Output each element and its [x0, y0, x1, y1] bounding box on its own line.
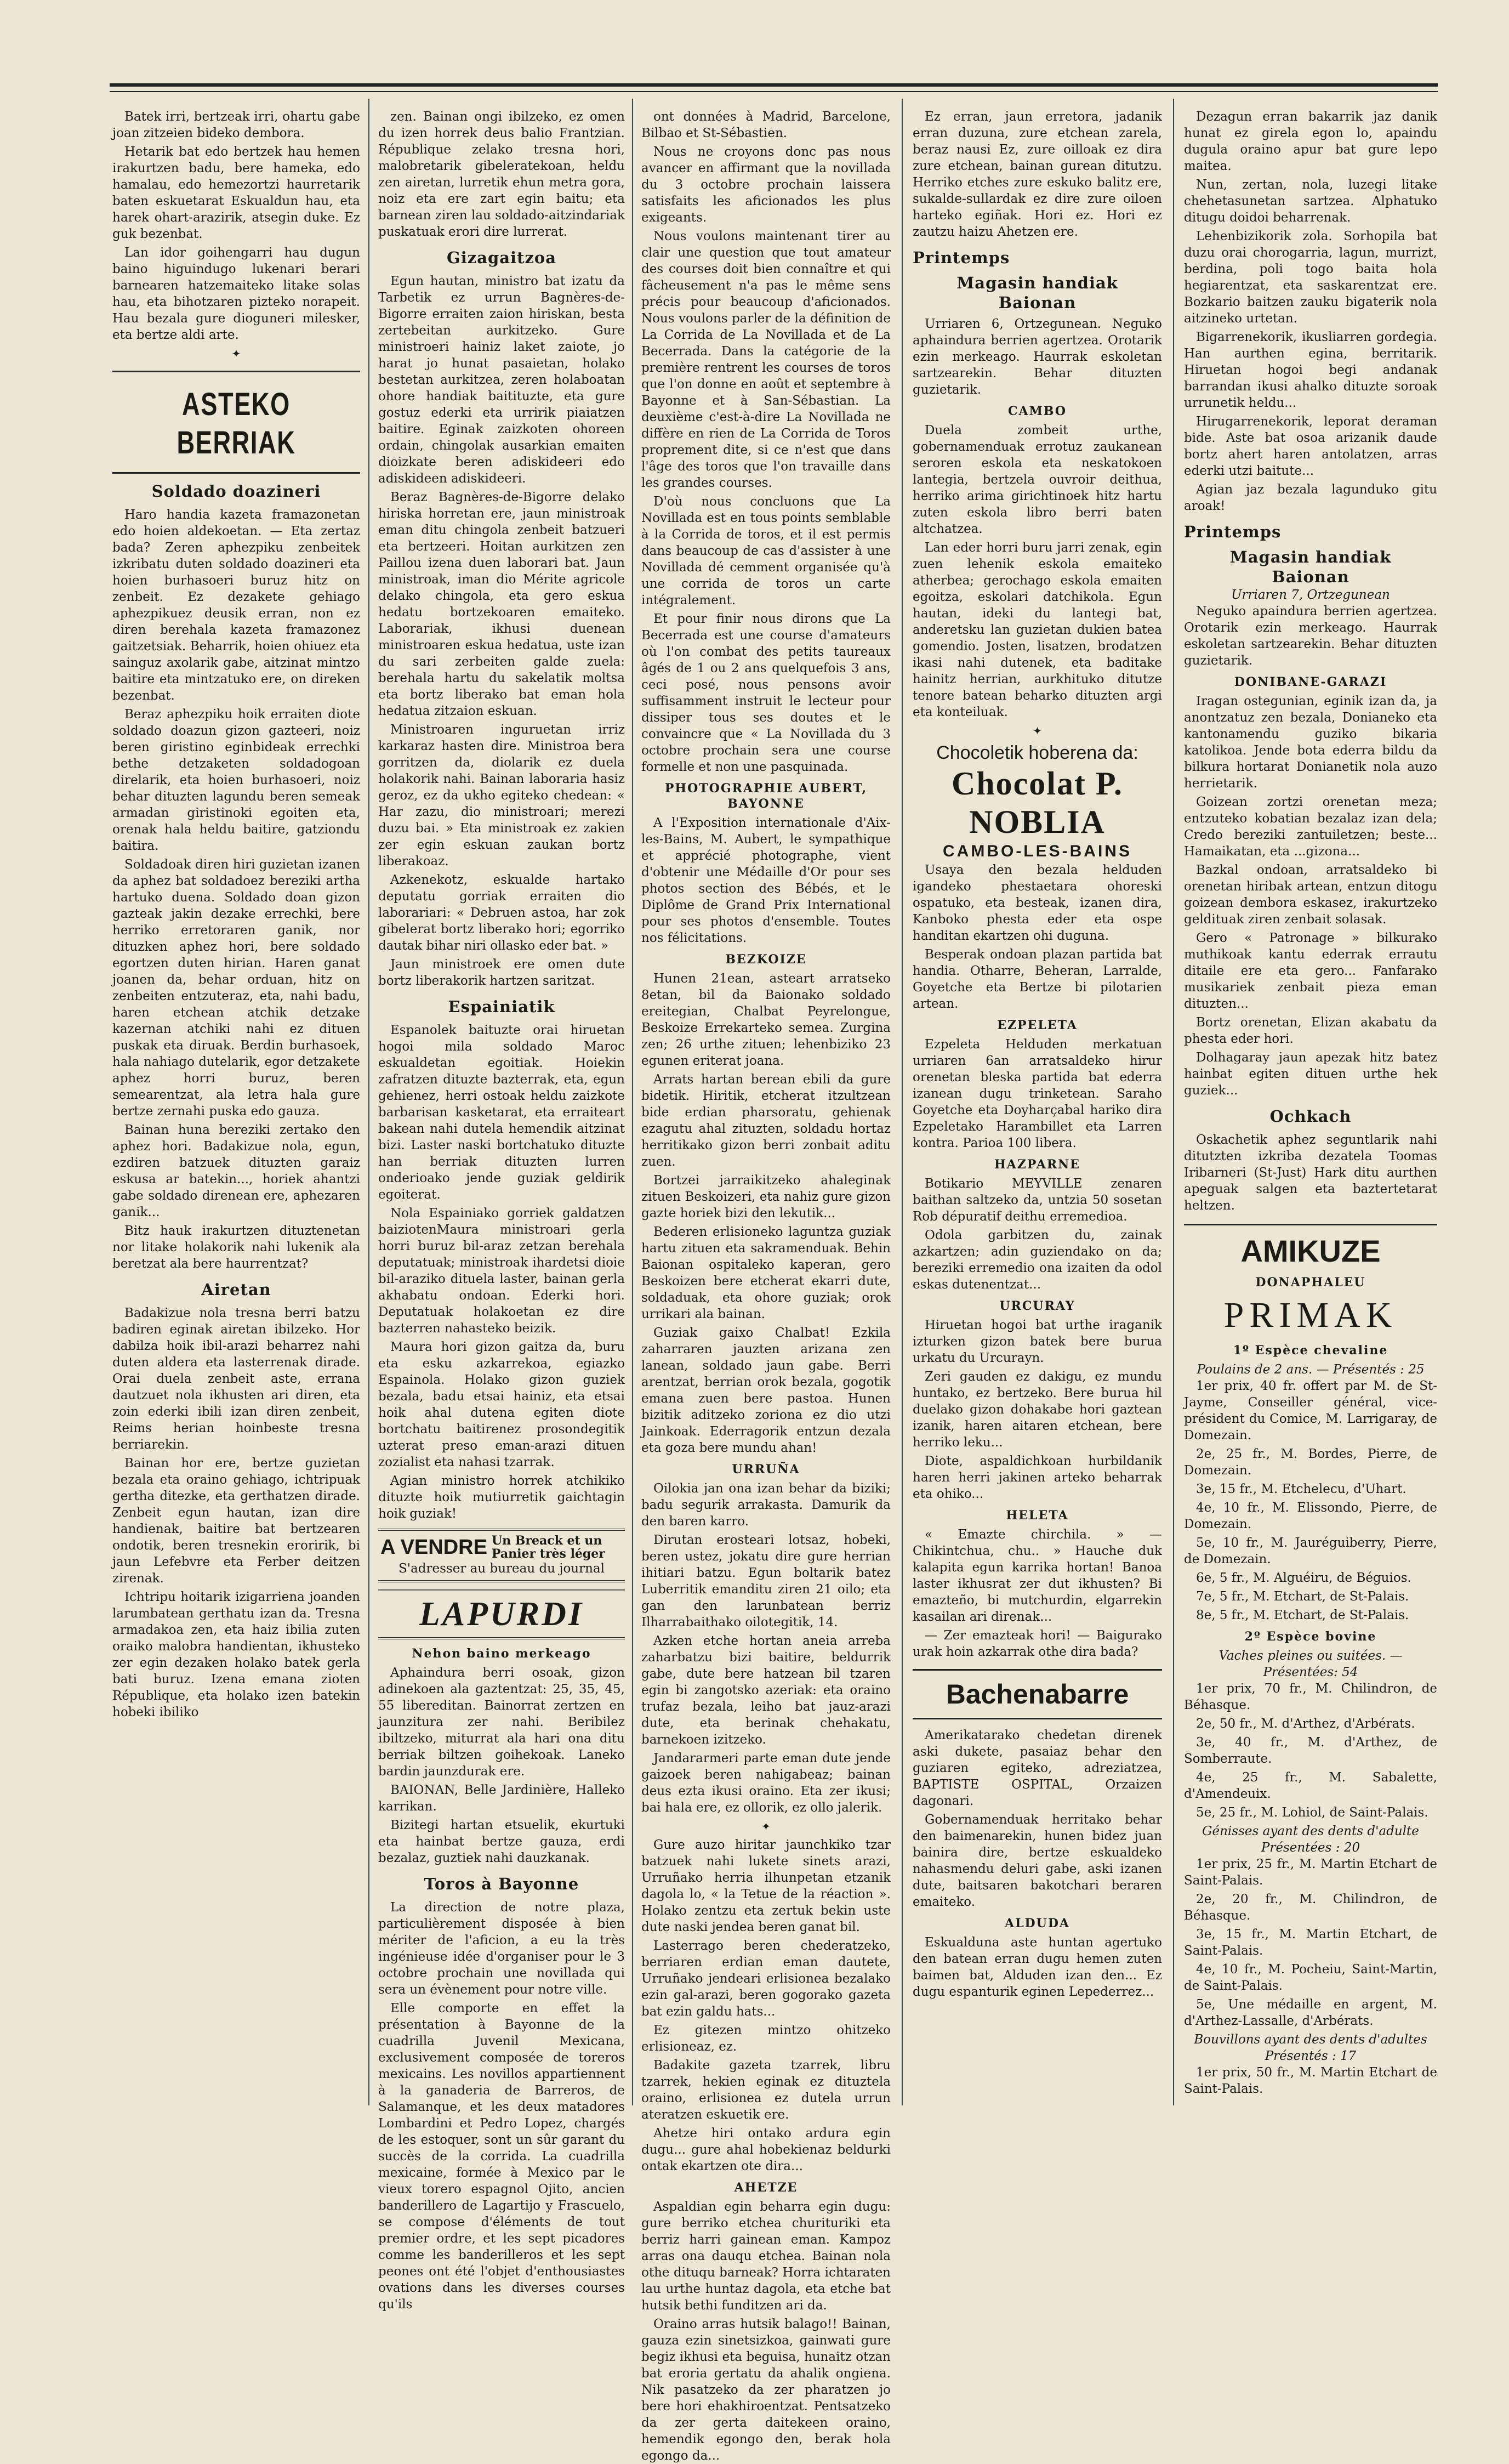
prize-entry: 3e, 15 fr., M. Martin Etchart, de Saint-Palais.	[1184, 1927, 1437, 1958]
prize-entry: 7e, 5 fr., M. Etchart, de St-Palais.	[1196, 1589, 1409, 1604]
article-heading: AHETZE	[734, 2181, 798, 2195]
ad-subtitle: Nehon baino merkeago	[412, 1647, 591, 1661]
paragraph: Ez gitezen mintzo ohitzeko erlisioneaz, ez.	[641, 2023, 891, 2054]
prize-entry: 4e, 10 fr., M. Elissondo, Pierre, de Domezain.	[1184, 1501, 1437, 1531]
article-heading: Espainiatik	[448, 997, 555, 1016]
paragraph: Egun hautan, ministro bat izatu da Tarbetik ez urrun Bagnères-de-Bigorre erraiten zaion hiriskan, besta zertebeitan aurkitzeko. Gure ministroeri hainiz laket zaiote, jo harat jo hunat pasaietan, holako bestetan aurkitzea, zeren holaboatan ohore handiak baitituzte, eta gure gostuz ederki eta urririk piaiatzen baitire. Eginak zaizkoten ohoreen ordain, chingolak ausarkian emaiten dioizkate beren adiskideeri edo adiskideen adiskideeri.	[378, 274, 625, 486]
paragraph: Aphaindura berri osoak, gizon adinekoen ala gaztentzat: 25, 35, 45, 55 libereditan. Bainorrat zertzen en jaunzitura zer nahi. Beribilez ibiltzeko, miturrat ala hari ona ditu berriak biltzen goihekoak. Laneko bardin jaunzdurak ere.	[378, 1666, 625, 1779]
paragraph: Lasterrago beren chederatzeko, berriaren erdian eman dautete, Urruñako jendeari erlisionea bezalako ezin gal-arazi, beren gogorako gazeta bat ezin galdu hats...	[641, 1939, 891, 2019]
paragraph: Bitz hauk irakurtzen dituztenetan nor litake holakorik nahi lukenik ala beretzat ala bere haurrentzat?	[112, 1224, 360, 1271]
paragraph: Nous ne croyons donc pas nous avancer en affirmant que la novillada du 3 octobre prochain laissera satisfaits les aficionados les plus exigeants.	[641, 145, 891, 225]
prize-subcategory: Vaches pleines ou suitées. — Présentées: 54	[1218, 1649, 1403, 1679]
column-3	[641, 109, 891, 2463]
paragraph: Hetarik bat edo bertzek hau hemen irakurtzen badu, bere hameka, edo hamalau, edo hemezortzi haurretarik baten eskuetarat Eskualdun hau, eta harek ohart-arazirik, atsegin duke. Ez guk bezenbat.	[112, 145, 360, 241]
paragraph: Batek irri, bertzeak irri, ohartu gabe joan zitzeien bideko dembora.	[112, 110, 360, 140]
paragraph: Bigarrenekorik, ikusliarren gordegia. Han aurthen egina, berritarik. Hiruetan hogoi begi andanak barrandan ikusi ahalko dituzte soroak urrunetik heldu...	[1184, 330, 1437, 410]
article-heading: PHOTOGRAPHIE AUBERT, BAYONNE	[664, 781, 868, 811]
section-banner	[913, 1669, 1162, 1719]
paragraph: Urriaren 6, Ortzegunean. Neguko aphaindura berrien agertzea. Orotarik ezin merkeago. Haurrak eskoletan sartzearekin. Behar dituzten guzietarik.	[913, 317, 1162, 397]
paragraph: Gobernamenduak herritako behar den baimenarekin, hunen bidez juan bainira dire, bertze eskualdeko nahasmendu deluri gabe, aski izanen dute, baitsaren bakotchari beraren emaiteko.	[913, 1813, 1162, 1909]
paragraph: Besperak ondoan plazan partida bat handia. Otharre, Beheran, Larralde, Goyetche eta Bertze bi pilotarien artean.	[913, 947, 1162, 1011]
ad-location: CAMBO-LES-BAINS	[943, 842, 1132, 860]
paragraph: Ahetze hiri ontako ardura egin dugu... gure ahal hobekienaz beldurki ontak ekartzen ote dira...	[641, 2126, 891, 2173]
paragraph: Ichtripu hoitarik izigarriena joanden larumbatean gerthatu izan da. Tresna armadakoa zen, eta haiz ibilia zuten oraiko malobra handientan, ikhusteko zer egin dezaken holako batek gerla bati buruz. Izena emana zioten République, eta holako izen batekin hobeki ibiliko	[112, 1590, 360, 1719]
paragraph: Bazkal ondoan, arratsaldeko bi orenetan hiribak artean, entzun ditogu goizean dembora eskasez, irakurtzeko geldituak ziren zenbait solasak.	[1184, 863, 1437, 927]
paragraph: Soldadoak diren hiri guzietan izanen da aphez bat soldadoez bereziki artha hartuko duena. Soldado doan gizon gazteak jakin dezake errechki, bere herriko erretoraren ganik, nor dituzken aphez hori, bere soldado egortzen duten hirian. Haren ganat joanen da, behar orduan, hitz on zenbeiten entzuteraz, eta, nahi badu, haren etchean atchik detzake kazernan atchiki nahi ez dituen puskak eta diruak. Berdin burhasoek, hala nahiago dutelarik, egor detzakete aphez horri buruz, beren semearentzat, ala letra hala gure bertze zernahi puska edo gauza.	[112, 858, 360, 1119]
article-heading: HAZPARNE	[994, 1157, 1081, 1172]
column-1	[112, 109, 360, 2099]
classified-ad	[378, 1529, 625, 1582]
paragraph: Nous voulons maintenant tirer au clair une question que tout amateur des courses doit bien connaître et qui fâcheusement n'a pas le même sens précis pour beaucoup d'aficionados. Nous voulons parler de la définition de La Corrida de La Novillada et de La Becerrada. Dans la catégorie de la première rentrent les courses de toros que l'on donne en août et septembre à Bayonne et à San-Sébastian. La deuxième c'est-à-dire La Novillada ne diffère en rien de La Corrida de Toros proprement dite, si ce n'est que dans l'âge des toros que l'on travaille dans les grandes courses.	[641, 229, 891, 490]
ad-headline: A VENDRE	[380, 1536, 487, 1559]
article-heading: EZPELETA	[997, 1018, 1078, 1032]
paragraph: Beraz aphezpiku hoik erraiten diote soldado doazun gizon gazteeri, noiz beren giristino eginbideak errechki bethe detzaketen soldadogoan direlarik, eta hoien burhasoeri, noiz behar dituzten lagundu beren semeak armadan giristinoki egoiten eta, orenak hala heldu baitire, gatziondu baitira.	[112, 707, 360, 853]
column-2	[378, 109, 625, 2312]
paragraph: Arrats hartan berean ebili da gure bidetik. Hiritik, etcherat itzultzean bide erdian pharsoratu, gehienak ezagutu ahal zituzten, soldadu hortaz herritikako gizon berri zonbait aditu zuen.	[641, 1072, 891, 1169]
column-divider	[368, 99, 369, 2105]
paragraph: Ezpeleta Helduden merkatuan urriaren 6an arratsaldeko hirur orenetan bleska partida bat ederra izanean dugu trinketean. Saraho Goyetche eta Doyharçabal hariko dira Ezpeletako Harambillet eta Larren kontra. Parioa 100 libera.	[913, 1037, 1162, 1150]
article-heading: Ochkach	[1269, 1107, 1352, 1126]
paragraph: Badakite gazeta tzarrek, libru tzarrek, hekien eginak ez dituztela oraino, erlisionea ez dutela urrun ateratzen eskuetik ere.	[641, 2058, 891, 2122]
paragraph: Jandararmeri parte eman dute jende gaizoek beren nahigabeaz; bainan deus ezta ikusi oraino. Eta zer ikusi; bai hala ere, ez ollorik, ez ollo jalerik.	[641, 1751, 891, 1815]
article-subheading: Magasin handiak	[956, 274, 1118, 292]
paragraph: Goizean zortzi orenetan meza; entzuteko kobatian bezalaz izan dela; Credo bereziki zantuiletzen; beste... Hamaikatan, eta ...gizona...	[1184, 795, 1437, 859]
paragraph: Iragan ostegunian, eginik izan da, ja anontzatuz zen bezala, Donianeko eta kantonamendu guziko bikaria katolikoa. Jende bota ederra bildu da bilkura hortarat Donianetik nola auzo herrietarik.	[1184, 694, 1437, 791]
article-heading: URCURAY	[999, 1299, 1075, 1313]
paragraph: Oilokia jan ona izan behar da biziki; badu segurik arrakasta. Damurik da den baren karro.	[641, 1481, 891, 1529]
prize-entry: 3e, 15 fr., M. Etchelecu, d'Uhart.	[1196, 1482, 1406, 1496]
paragraph: Badakizue nola tresna berri batzu badiren eginak airetan ibilzeko. Hor dabilza hoik ibil-arazi beharrez nahi duten aldera eta lasterrenak dirade. Orai duela zenbeit aste, errana dautzuet nola ikhusten ari diren, eta zoin ederki ibili izan diren zenbeit, Reims herian hoinbeste tresna berriarekin.	[112, 1306, 360, 1452]
prize-entry: 8e, 5 fr., M. Etchart, de St-Palais.	[1196, 1608, 1409, 1622]
ad-title: Chocolat P. NOBLIA	[951, 765, 1124, 840]
ad-text: Panier très léger	[491, 1547, 605, 1561]
prize-entry: 5e, 25 fr., M. Lohiol, de Saint-Palais.	[1196, 1806, 1428, 1820]
prize-entry: 2e, 25 fr., M. Bordes, Pierre, de Domezain.	[1184, 1447, 1437, 1478]
prize-entry: 1er prix, 25 fr., M. Martin Etchart de Saint-Palais.	[1184, 1857, 1437, 1888]
article-location: Baionan	[998, 293, 1077, 312]
article-location: Baionan	[1272, 567, 1349, 586]
article-subheading: Magasin handiak	[1229, 548, 1392, 566]
paragraph: Oskachetik aphez seguntlarik nahi ditutzten izkriba dezatela Toomas Iribarneri (St-Just) Hark ditu aurthen apeguak salgen eta baztertetarat heltzen.	[1184, 1133, 1437, 1213]
prize-entry: 2e, 50 fr., M. d'Arthez, d'Arbérats.	[1196, 1717, 1415, 1731]
paragraph: Lan eder horri buru jarri zenak, egin zuen lehenik eskola emaiteko atherbea; gerochago eskola emaiten egoitza, eskolari datchikola. Egun hautan, ideki du lantegi bat, anderetsku lan guzietan dukien batea gomendio. Josten, lisatzen, brodatzen ikasi nahi dutenek, eta baditake hainitz herrian, aurkhituko ditutze tenore batean beharko dituzten argi eta konteiluak.	[913, 541, 1162, 719]
lapurdi-ad	[378, 1589, 625, 1639]
paragraph: Agian ministro horrek atchikiko dituzte hoik mutiurretik gaichtagin hoik guziak!	[378, 1474, 625, 1521]
prize-entry: 2e, 20 fr., M. Chilindron, de Béhasque.	[1184, 1892, 1437, 1923]
paragraph: La direction de notre plaza, particulièrement disposée à bien mériter de l'aficion, a eu la très ingénieuse idée d'organiser pour le 3 octobre prochain une novillada qui sera un évènement pour notre ville.	[378, 1900, 625, 1997]
column-divider	[902, 99, 903, 2105]
paragraph: Agian jaz bezala lagunduko gitu aroak!	[1184, 482, 1437, 513]
paragraph: Elle comporte en effet la présentation à Bayonne de la cuadrilla Juvenil Mexicana, exclusivement composée de toreros mexicains. Les novillos appartiennent à la ganaderia de Barreros, de Salamanque, et les deux matadores Lombardini et Pedro Lopez, chargés de les estoquer, sont un sûr garant du succès de la corrida. La cuadrilla mexicaine, formée à Mexico par le vieux torero espagnol Ojito, ancien banderillero de Lagartijo y Frascuelo, se compose d'éléments de tout premier ordre, et les sept picadores comme les banderilleros et les sept peones ont été l'objet d'enthousiastes ovations dans les diverses courses qu'ils	[378, 2001, 625, 2312]
paragraph: Nun, zertan, nola, luzegi litake chehetasunetan sartzea. Alphatuko ditugu doidoi beharrenak.	[1184, 178, 1437, 225]
section-title: AMIKUZE	[1184, 1224, 1437, 1269]
section-title: ASTEKO BERRIAK	[176, 387, 296, 461]
prize-entry: 6e, 5 fr., M. Alguéiru, de Béguios.	[1196, 1571, 1411, 1585]
ad-title: LAPURDI	[419, 1596, 584, 1633]
paragraph: Dolhagaray jaun apezak hitz batez hainbat egiten dituen urthe hek guziek...	[1184, 1051, 1437, 1098]
paragraph: D'où nous concluons que La Novillada est en tous points semblable à la Corrida de toros, et il est permis dans beaucoup de cas d'assister à une Novillada dé cemment organisée qu'à une corrida de toros un carte intégralement.	[641, 495, 891, 608]
paragraph: Eskualduna aste huntan agertuko den batean erran dugu hemen zuten baimen bat, Alduden izan den... Ez dugu espanturik eginen Lepederrez...	[913, 1935, 1162, 1999]
prize-count: Présentées : 20	[1261, 1841, 1360, 1855]
paragraph: Maura hori gizon gaitza da, buru eta esku azkarrekoa, egiazko Espainola. Holako gizon guziek bezala, badu etsai hainiz, eta etsai hoik ahal dutena egiten diote bortchatu baitirenez prosondegitik uzterat preso eman-arazi dituen zozialist eta nahasi tzarrak.	[378, 1340, 625, 1469]
article-heading: Gizagaitzoa	[446, 248, 557, 267]
prize-entry: 1er prix, 70 fr., M. Chilindron, de Béhasque.	[1184, 1682, 1437, 1712]
paragraph: Ez erran, jaun erretora, jadanik erran duzuna, zure etchean zarela, beraz nausi Ez, zure oilloak ez dira zure etchean, bainan gurean ditutzu. Herriko etches zure eskuko balitz ere, sukalde-sullardak ez dire zure oiloen harteko egiñak. Hori ez. Hori ez zautzu haizu Ahetzen ere.	[913, 110, 1162, 239]
prize-entry: 5e, Une médaille en argent, M. d'Arthez-Lassalle, d'Arbérats.	[1184, 1997, 1437, 2028]
top-rule	[110, 83, 1438, 87]
paragraph: Nola Espainiako gorriek galdatzen baiziotenMaura ministroari gerla horri buruz bil-araz zetzan berehala deputatuak; ministroak ihardetsi dioie bil-araziko dituela laster, bainan gerla akhabatu ondoan. Ederki hori. Deputatuak holakoetan ez dire bazterren nahasteko beizik.	[378, 1206, 625, 1336]
paragraph: Duela zombeit urthe, gobernamenduak errotuz zaukanean seroren eskola eta neskatokoen lantegia, bertzela ouvroir deithua, herriko arima girichtinoek hitz hartu zuten eskola libro berri baten altchatzea.	[913, 423, 1162, 536]
ad-contact: S'adresser au bureau du journal	[398, 1562, 605, 1576]
paragraph: Et pour finir nous dirons que La Becerrada est une course d'amateurs où l'on combat des petits taureaux âgés de 1 ou 2 ans quelquefois 3 ans, ceci posé, nous pensons avoir suffisamment instruit le lecteur pour dissiper tous ses doutes et le convaincre que « La Novillada du 3 octobre prochain sera une course formelle et non une pasquinada.	[641, 612, 891, 774]
separator-star: ✦	[761, 1820, 771, 1833]
article-heading: Printemps	[1184, 523, 1282, 541]
prize-subcategory: Génisses ayant des dents d'adulte	[1202, 1824, 1419, 1838]
separator-star: ✦	[1033, 724, 1042, 737]
paragraph: Botikario MEYVILLE zenaren baithan saltzeko da, untzia 50 sosetan Rob dépuratif deithu erremedioa.	[913, 1177, 1162, 1224]
prize-subcategory: Poulains de 2 ans. — Présentés : 25	[1197, 1362, 1425, 1377]
paragraph: Amerikatarako chedetan direnek aski dukete, pasaiaz behar den guziaren egiteko, adreziatzea, BAPTISTE OSPITAL, Orzaizen dagonari.	[913, 1728, 1162, 1808]
paragraph: BAIONAN, Belle Jardinière, Halleko karrikan.	[378, 1783, 625, 1814]
paragraph: Ministroaren inguruetan irriz karkaraz hasten dire. Ministroa bera gorritzen da, diolarik ez duela holakorik nahi. Bainan laboraria hasiz geroz, ez da ukho egiteko chedean: « Har zazu, dio ministroari; merezi duzu bai. » Eta ministroak ez zakien zer egin eskuan zaukan bortz liberakoaz.	[378, 723, 625, 868]
paragraph: Hiruetan hogoi bat urthe iraganik izturken gizon batek bere burua urkatu du Urcurayn.	[913, 1318, 1162, 1365]
column-5	[1184, 109, 1437, 2099]
prize-category: 2º Espèce bovine	[1244, 1630, 1377, 1644]
paragraph: Beraz Bagnères-de-Bigorre delako hiriska horretan ere, jaun ministroak eman ditu chingola zenbeit batzueri eta bertzeeri. Hoitan aurkitzen zen Paillou izena duen laborari bat. Jaun ministroak, iman dio Mérite agricole delako chingola, eta gero eskua hedatu bortzekoaren emaiteko. Laborariak, ikhusi duenean ministroaren eskua hedatua, uste izan du sari zerbeiten galde zuela: berehala hartu du sakelatik moltsa eta bortz liberako bat eman hola hedatua zitzaion eskuan.	[378, 490, 625, 718]
article-title: PRIMAK	[1223, 1295, 1398, 1335]
prize-count: Présentés : 17	[1265, 2049, 1357, 2063]
paragraph: « Emazte chirchila. » — Chikintchua, chu.. » Hauche duk kalapita egun karrika hortan! Banoa laster ikhusrat zer dut ikhusten? Bi emazteño, bi mutchurdin, elgarrekin kasailan ari direnak...	[913, 1528, 1162, 1624]
paragraph: Gero « Patronage » bilkurako muthikoak kantu ederrak errautu ditaile ere eta gero... Fanfarako musikariek zenbait pieza eman dituzten...	[1184, 931, 1437, 1011]
paragraph: Azkenekotz, eskualde hartako deputatu gorriak erraiten dio laborariari: « Debruen astoa, har zok gibelerat bortz liberako hori; egorriko dautak bihar niri ollasko eder bat. »	[378, 873, 625, 953]
section-title: Bachenabarre	[946, 1679, 1129, 1710]
prize-entry: 1er prix, 40 fr. offert par M. de St-Jayme, Conseiller général, vice-président du Comice, M. Larrigaray, de Domezain.	[1184, 1379, 1437, 1443]
paragraph: Guziak gaixo Chalbat! Ezkila zaharraren jauzten arizana zen lanean, soldado jaun gabe. Berri arentzat, berrian orok bezala, gogotik emana zuen bere pastoa. Hunen bizitik aditzeko zoriona ez dio utzi Jainkoak. Ederragorik entzun dezala eta goza bere mundu ahan!	[641, 1326, 891, 1455]
article-heading: DONIBANE-GARAZI	[1234, 675, 1387, 689]
paragraph: — Zer emazteak hori! — Baigurako urak hoin azkarrak othe dira bada?	[913, 1628, 1162, 1659]
paragraph: Dirutan erosteari lotsaz, hobeki, beren ustez, jokatu dire gure herrian ihitiari batzu. Egun boltarik batez Luberritik emanditu ziren 21 oilo; eta gan den larunbatean berriz Ilharrabaithako oilotegitik, 14.	[641, 1533, 891, 1630]
article-heading: ALDUDA	[1005, 1916, 1070, 1931]
separator-star: ✦	[231, 347, 241, 360]
paragraph: Azken etche hortan aneia arreba zaharbatzu bizi baitire, beldurrik gabe, dute bere hatzean bil tzaren egin bi zangotsko azeriak: eta oraino trufaz bezala, leiho bat jauz-arazi dute, eta berinak chehakatu, barnekoen izitzeko.	[641, 1634, 891, 1747]
article-date: Urriaren 7, Ortzegunean	[1231, 588, 1390, 602]
column-divider	[1173, 99, 1174, 2105]
article-heading: Soldado doazineri	[151, 482, 321, 501]
paragraph: Bederen erlisioneko laguntza guziak hartu zituen eta sakramenduak. Behin Baionan ospitaleko kaperan, gero Beskoizen bere etcherat ekarri dute, soldaduak, eta ohore guziak; orok urrikari ala bainan.	[641, 1225, 891, 1321]
paragraph: Bainan hor ere, bertze guzietan bezala eta oraino gehiago, ichtripuak gertha ditezke, eta gerthatzen dirade. Zenbeit egun hautan, izan dire handienak, baitire bat bertzearen ondotik, beren tresnekin eroririk, bi jaun Lefebvre eta Ferber deitzen zirenak.	[112, 1456, 360, 1586]
article-heading: BEZKOIZE	[725, 952, 807, 967]
paragraph: Zeri gauden ez dakigu, ez mundu huntako, ez bertzeko. Bere burua hil duelako gizon dohakabe hori gaztean izanik, haren aitaren etchean, bere herriko leku...	[913, 1370, 1162, 1450]
article-heading: CAMBO	[1007, 404, 1067, 418]
paragraph: Espanolek baituzte orai hiruetan hogoi mila soldado Maroc eskualdetan egoitiak. Hoiekin zafratzen dituzte bazterrak, eta, egun gehienez, herri ostoak heldu zaizkote barbarisan kasketarat, eta erraiteart bakean nahi dutela hemendik aitzinat bizi. Laster naski bortchatuko dituzte han berriak dituzten lurren onderioako jende guziak geldirik egoiterat.	[378, 1023, 625, 1202]
paragraph: Diote, aspaldichkoan hurbildanik haren herri jakinen arteko beharrak eta ohiko...	[913, 1454, 1162, 1501]
paragraph: Bortz orenetan, Elizan akabatu da phesta eder hori.	[1184, 1015, 1437, 1046]
paragraph: Jaun ministroek ere omen dute bortz liberakorik hartzen saritzat.	[378, 957, 625, 988]
paragraph: Haro handia kazeta framazonetan edo hoien aldekoetan. — Eta zertaz bada? Zeren aphezpiku zenbeitek izkribatu duten soldado doazineri eta hoien burhasoeri buruz hitz on zenbeit. Ez dezakete gehiago aphezpikuez deusik erran, non ez diren berehala kazeta framazonez gaitzetsiak. Beharrik, hoien ohiuez eta sainguz axolarik gabe, aitzinat mintzo baitire eta mintzatuko ere, on direken bezenbat.	[112, 508, 360, 703]
paragraph: Neguko apaindura berrien agertzea. Orotarik ezin merkeago. Haurrak eskoletan sartzearekin. Behar dituzten guzietarik.	[1184, 604, 1437, 668]
paragraph: zen. Bainan ongi ibilzeko, ez omen du izen horrek deus balio Frantzian. République zelako tresna hori, malobretarik gibeleratekoan, heldu zen airetan, lurretik ehun metra gora, noiz eta ere zart egin baitu; eta barnean ziren lau soldado-aitzindariak puskatuak erori dire lurrerat.	[378, 110, 625, 239]
prize-entry: 1er prix, 50 fr., M. Martin Etchart de Saint-Palais.	[1184, 2065, 1437, 2096]
prize-category: 1º Espèce chevaline	[1233, 1343, 1388, 1358]
paragraph: Lan idor goihengarri hau dugun baino higuindugo lukenari berari barnearen hatzemaiteko litake solas hau, eta bihotzaren pizteko norapeit. Hau bezala gure dioguneri milesker, eta bertze aldi arte.	[112, 246, 360, 342]
paragraph: Dezagun erran bakarrik jaz danik hunat ez girela egon lo, apaindu dugula oraino apur bat gure lepo maitea.	[1184, 110, 1437, 173]
article-heading: HELETA	[1006, 1508, 1069, 1523]
ad-text: Un Breack et un	[491, 1534, 602, 1548]
section-banner	[112, 371, 360, 474]
article-heading: Printemps	[913, 248, 1010, 267]
paragraph: Bortzei jarraikitzeko ahaleginak zituen Beskoizeri, eta nahiz gure gizon gazte horiek bizi den lekutik...	[641, 1173, 891, 1220]
prize-entry: 4e, 10 fr., M. Pocheiu, Saint-Martin, de Saint-Palais.	[1184, 1962, 1437, 1993]
prize-entry: 3e, 40 fr., M. d'Arthez, de Somberraute.	[1184, 1735, 1437, 1766]
top-rule-thin	[110, 91, 1438, 92]
paragraph: Bizitegi hartan etsuelik, ekurtuki eta hainbat bertze gauza, erdi bezalaz, guztiek nahi dauzkanak.	[378, 1818, 625, 1865]
article-heading: Airetan	[201, 1280, 271, 1299]
paragraph: Oraino arras hutsik balago!! Bainan, gauza ezin sinetsizkoa, gainwati gure begiz ikhusi eta beguisa, hunaitz otzan bat eroria gertatu da ahalik ongiena. Nik pasatzeko da zer pharatzen jo bere hori ehakhiroentzat. Pentsatzeko da zer gerta daitekeen oraino, hemendik egongo den, berak hola egongo da...	[641, 2317, 891, 2463]
paragraph: Lehenbizikorik zola. Sorhopila bat duzu orai chorogarria, lagun, murrizt, berdina, poli togo baita hola hegiarentzat, eta saskarentzat ere. Bozkario baitzen zauku bigaterik nola aitzineko urtetan.	[1184, 229, 1437, 326]
paragraph: Hunen 21ean, asteart arratseko 8etan, bil da Baionako soldado ereitegian, Chalbat Peyrelongue, Beskoize Errekarteko semea. Zurgina zen; 26 urthe zituen; lehenbiziko 23 egunen eriterat joana.	[641, 972, 891, 1068]
article-subheading: DONAPHALEU	[1255, 1275, 1366, 1290]
paragraph: Hirugarrenekorik, leporat deraman bide. Aste bat osoa arizanik daude bortz ahert haren antolatzen, arras ederki utzi baitute...	[1184, 415, 1437, 478]
paragraph: A l'Exposition internationale d'Aix-les-Bains, M. Aubert, le sympathique et apprécié photographe, vient d'obtenir une Médaille d'Or pour ses photos section des Bébés, et le Diplôme de Grand Prix International pour ses photos d'ensemble. Toutes nos félicitations.	[641, 816, 891, 945]
paragraph: Odola garbitzen du, zainak azkartzen; adin guziendako on da; bereziki erremedio ona izaiten da odol eskas dutenentzat...	[913, 1228, 1162, 1292]
article-heading: Toros à Bayonne	[424, 1875, 579, 1893]
paragraph: Gure auzo hiritar jaunchkiko tzar batzuek nahi lukete sinets arazi, Urruñako herria ilhunpetan etzanik dagola lo, « la Tetue de la réaction ». Holako zentzu eta zertuk bekin uste dute naski jendea beren ganat bil.	[641, 1838, 891, 1934]
paragraph: ont données à Madrid, Barcelone, Bilbao et St-Sébastien.	[641, 110, 891, 140]
paragraph: Bainan huna bereziki zertako den aphez hori. Badakizue nola, egun, ezdiren batzuek dituzten garaiz eskusa ar batekin..., horiek ahantzi gabe soldado direnean ere, aphezaren ganik...	[112, 1123, 360, 1219]
ad-tagline: Chocoletik hoberena da:	[936, 742, 1138, 763]
prize-subcategory: Bouvillons ayant des dents d'adultes	[1194, 2032, 1427, 2047]
column-4	[913, 109, 1162, 2099]
paragraph: Usaya den bezala helduden igandeko phestaetara ohoreski ospatuko, eta besteak, izanen dira, Kanboko phesta eder eta ospe handitan ekartzen ohi duguna.	[913, 863, 1162, 943]
prize-entry: 4e, 25 fr., M. Sabalette, d'Amendeuix.	[1184, 1770, 1437, 1801]
paragraph: Aspaldian egin beharra egin dugu: gure berriko etchea churituriki eta berriz harri gainean eman. Kampoz arras ona dauqu etchea. Bainan nola othe dituqu barneak? Horra ichtaraten lau urthe huntaz dagola, eta etche bat hutsik bethi funditzen ari da.	[641, 2200, 891, 2313]
prize-entry: 5e, 10 fr., M. Jauréguiberry, Pierre, de Domezain.	[1184, 1536, 1437, 1566]
column-divider	[632, 99, 633, 2105]
article-heading: URRUÑA	[732, 1462, 800, 1477]
